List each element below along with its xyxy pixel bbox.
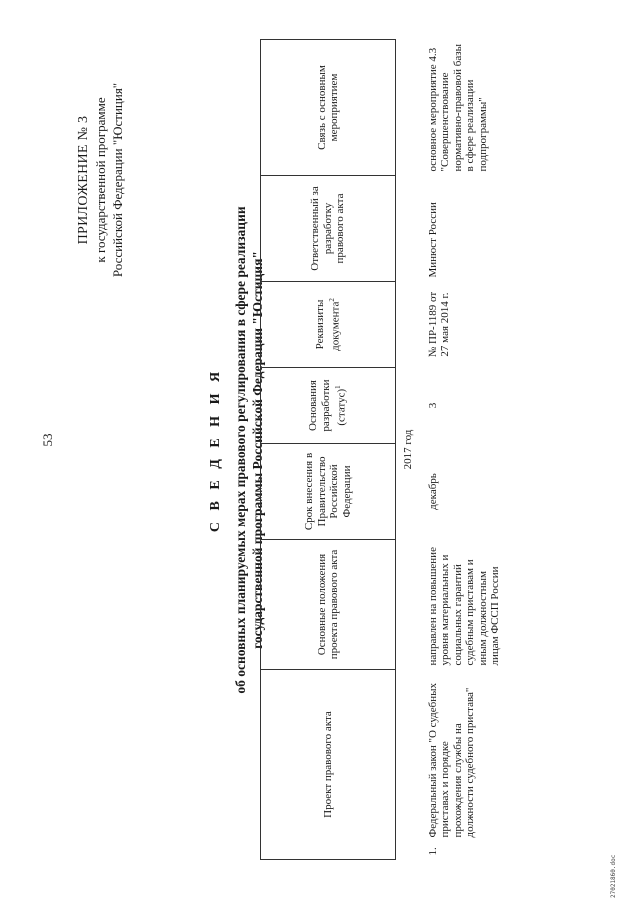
- cell-project: [423, 670, 506, 860]
- footer-file-code: 27021860.doc: [610, 854, 617, 898]
- cell-responsible: Минюст России: [426, 202, 439, 278]
- year-row: [396, 40, 423, 860]
- cell-main-provisions: направлен на повышение уровня материальных и социальных гарантий судебным приставам и иным должностным лицам ФССП России: [426, 547, 501, 666]
- header-main-provisions: Основные положения проекта правового акта: [261, 540, 396, 670]
- page-number: 53: [40, 433, 55, 447]
- document-page: [10, 0, 630, 900]
- appendix-line-2: Российской Федерации "Юстиция": [110, 82, 125, 278]
- header-requisites-footnote: 2: [328, 298, 337, 302]
- cell-requisites: № ПР-1189 от 27 мая 2014 г.: [426, 291, 451, 358]
- header-requisites-text: Реквизиты документа: [313, 299, 342, 351]
- appendix-block: [75, 20, 126, 340]
- cell-link: основное мероприятие 4.3 "Совершенствование нормативно-правовой базы в сфере реализации подпрограммы": [426, 44, 489, 172]
- legal-acts-table: [260, 39, 506, 860]
- cell-basis: 3: [426, 402, 439, 409]
- document-title-line-2: об основных планируемых мерах правового регулирования в сфере реализации: [233, 206, 248, 694]
- document-title: [208, 40, 266, 860]
- appendix-line-1: к государственной программе: [93, 97, 108, 263]
- header-requisites: [261, 282, 396, 368]
- year-label: 2017 год: [402, 429, 414, 470]
- header-project: Проект правового акта: [261, 670, 396, 860]
- header-basis: [261, 368, 396, 444]
- header-basis-text: Основания разработки (статус): [307, 379, 349, 432]
- appendix-title: ПРИЛОЖЕНИЕ № 3: [76, 115, 91, 245]
- table-row: [423, 40, 506, 860]
- document-title-heading: С В Е Д Е Н И Я: [208, 367, 223, 533]
- row-number: 1.: [426, 847, 439, 856]
- table-header-row: [261, 40, 396, 860]
- row-project-text: Федеральный закон "О судебных приставах и порядке прохождения службы на должности судебного пристава": [426, 682, 476, 838]
- header-basis-footnote: 1: [334, 385, 343, 389]
- header-link: Связь с основным мероприятием: [261, 40, 396, 176]
- document-title-line-3: государственной программы Российской Федерации "Юстиция": [250, 251, 265, 649]
- header-submission-deadline: Срок внесения в Правительство Российской Федерации: [261, 444, 396, 540]
- header-responsible: Ответственный за разработку правового акта: [261, 176, 396, 282]
- cell-submission-deadline: декабрь: [426, 473, 439, 510]
